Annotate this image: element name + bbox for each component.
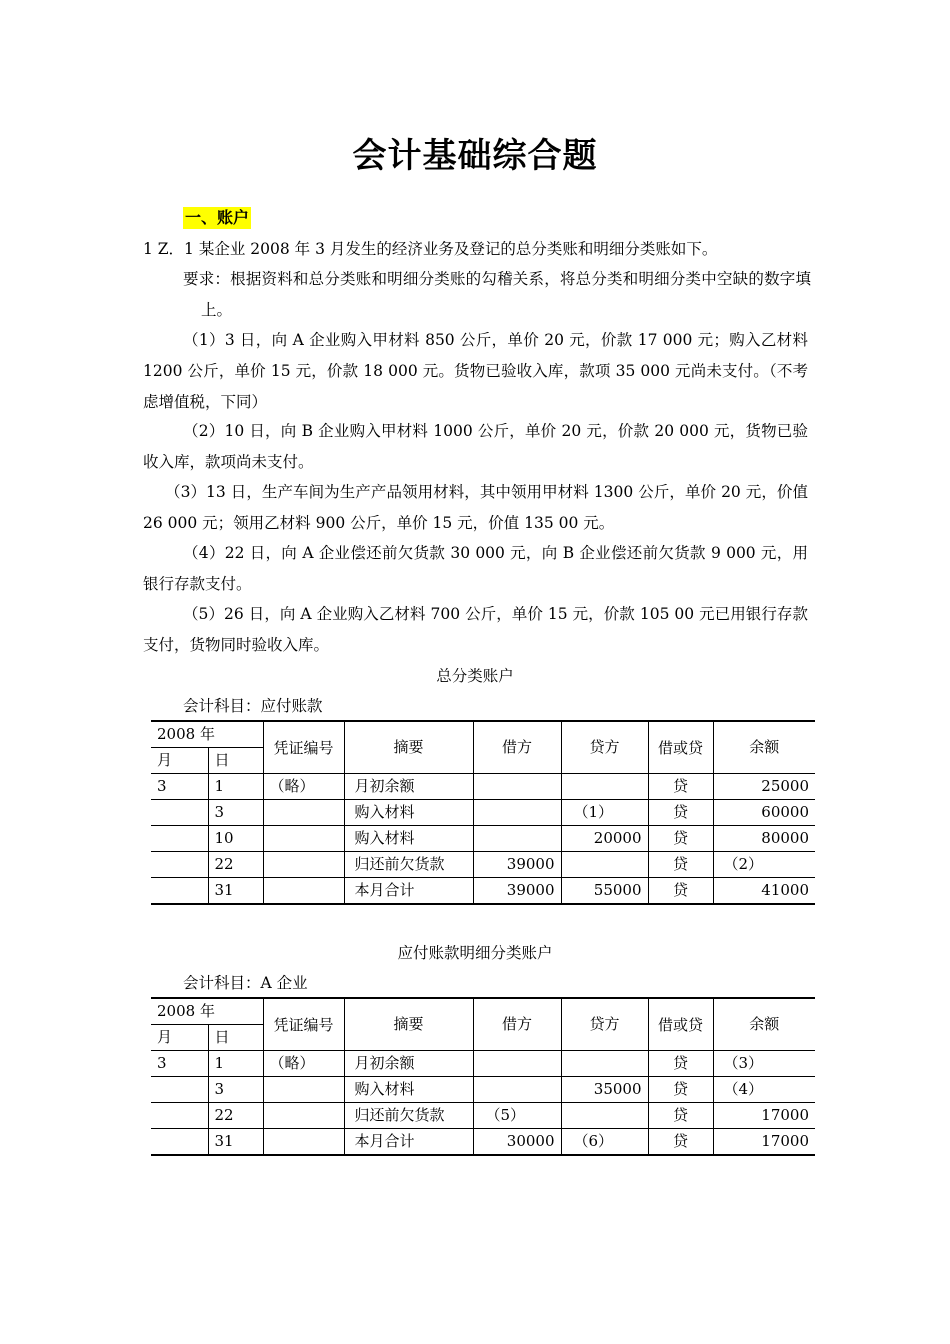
cell-debit: [473, 800, 561, 826]
cell-balance: 25000: [713, 774, 815, 800]
table-row: [151, 826, 815, 852]
header-year: 2008 年: [151, 721, 263, 748]
header-credit: 贷方: [561, 721, 648, 774]
header-dc: 借或贷: [648, 998, 713, 1051]
header-month: 月: [151, 1025, 208, 1051]
requirement-text: 要求：根据资料和总分类账和明细分类账的勾稽关系，将总分类和明细分类中空缺的数字填上。: [183, 270, 811, 319]
header-month: 月: [151, 748, 208, 774]
cell-dc: 贷: [648, 800, 713, 826]
ledger1-caption: 总分类账户: [436, 667, 514, 685]
ledger2-subject: 会计科目：A 企业: [183, 974, 308, 992]
cell-dc: 贷: [648, 1103, 713, 1129]
cell-voucher: [263, 826, 344, 852]
header-year: 2008 年: [151, 998, 263, 1025]
cell-summary: 归还前欠货款: [344, 1103, 473, 1129]
header-credit: 贷方: [561, 998, 648, 1051]
cell-day: 3: [208, 800, 263, 826]
cell-dc: 贷: [648, 878, 713, 905]
cell-debit: 39000: [473, 852, 561, 878]
cell-day: 1: [208, 774, 263, 800]
cell-month: [151, 1077, 208, 1103]
header-balance: 余额: [713, 998, 815, 1051]
cell-dc: 贷: [648, 774, 713, 800]
cell-debit: 30000: [473, 1129, 561, 1156]
table-row: [151, 774, 815, 800]
cell-dc: 贷: [648, 1129, 713, 1156]
cell-summary: 购入材料: [344, 826, 473, 852]
header-debit: 借方: [473, 998, 561, 1051]
cell-summary: 本月合计: [344, 1129, 473, 1156]
cell-day: 31: [208, 1129, 263, 1156]
cell-credit: （1）: [561, 800, 648, 826]
table-row: [151, 1051, 815, 1077]
header-voucher: 凭证编号: [263, 721, 344, 774]
cell-voucher: [263, 878, 344, 905]
cell-day: 22: [208, 852, 263, 878]
cell-day: 10: [208, 826, 263, 852]
table-row: [151, 1129, 815, 1156]
table-row: [151, 878, 815, 905]
cell-dc: 贷: [648, 1077, 713, 1103]
header-day: 日: [208, 1025, 263, 1051]
cell-credit: 55000: [561, 878, 648, 905]
header-summary: 摘要: [344, 721, 473, 774]
cell-month: [151, 1129, 208, 1156]
cell-credit: [561, 1051, 648, 1077]
cell-month: [151, 1103, 208, 1129]
header-dc: 借或贷: [648, 721, 713, 774]
cell-dc: 贷: [648, 1051, 713, 1077]
cell-day: 31: [208, 878, 263, 905]
cell-credit: [561, 852, 648, 878]
cell-debit: [473, 1077, 561, 1103]
cell-month: [151, 800, 208, 826]
question-requirement: [183, 264, 811, 326]
table-row: [151, 1103, 815, 1129]
item-5: （5）26 日，向 A 企业购入乙材料 700 公斤，单价 15 元，价款 105 00 元已用银行存款支付，货物同时验收入库。: [143, 605, 808, 654]
cell-credit: 20000: [561, 826, 648, 852]
cell-summary: 月初余额: [344, 774, 473, 800]
cell-summary: 归还前欠货款: [344, 852, 473, 878]
cell-balance: （2）: [713, 852, 815, 878]
cell-balance: 17000: [713, 1103, 815, 1129]
header-day: 日: [208, 748, 263, 774]
cell-voucher: （略）: [263, 1051, 344, 1077]
header-balance: 余额: [713, 721, 815, 774]
cell-balance: （3）: [713, 1051, 815, 1077]
cell-month: 3: [151, 774, 208, 800]
section-heading: 一、账户: [185, 208, 250, 227]
cell-month: [151, 826, 208, 852]
cell-summary: 购入材料: [344, 1077, 473, 1103]
item-1: （1）3 日，向 A 企业购入甲材料 850 公斤，单价 20 元，价款 17 000 元；购入乙材料 1200 公斤，单价 15 元，价款 18 000 元。货物已验收入库，款项 35 000 元尚未支付。（不考虑增值税，下同）: [143, 331, 808, 411]
detail-ledger-table: [151, 997, 815, 1156]
cell-balance: 17000: [713, 1129, 815, 1156]
cell-voucher: [263, 1129, 344, 1156]
ledger1-subject: 会计科目：应付账款: [183, 697, 323, 715]
item-2: （2）10 日，向 B 企业购入甲材料 1000 公斤，单价 20 元，价款 20 000 元，货物已验收入库，款项尚未支付。: [143, 422, 808, 471]
header-debit: 借方: [473, 721, 561, 774]
cell-voucher: （略）: [263, 774, 344, 800]
cell-day: 1: [208, 1051, 263, 1077]
question-intro: 1 Z．1 某企业 2008 年 3 月发生的经济业务及登记的总分类账和明细分类账如下。: [143, 240, 718, 258]
page-title: 会计基础综合题: [352, 136, 598, 176]
item-3: （3）13 日，生产车间为生产产品领用材料，其中领用甲材料 1300 公斤，单价 20 元，价值 26 000 元；领用乙材料 900 公斤，单价 15 元，价值 135 00 元。: [143, 483, 808, 532]
cell-voucher: [263, 1103, 344, 1129]
header-voucher: 凭证编号: [263, 998, 344, 1051]
cell-month: [151, 852, 208, 878]
cell-voucher: [263, 800, 344, 826]
item-4: （4）22 日，向 A 企业偿还前欠货款 30 000 元，向 B 企业偿还前欠货款 9 000 元，用银行存款支付。: [143, 544, 808, 593]
cell-debit: （5）: [473, 1103, 561, 1129]
cell-voucher: [263, 852, 344, 878]
cell-credit: （6）: [561, 1129, 648, 1156]
cell-month: [151, 878, 208, 905]
cell-debit: [473, 774, 561, 800]
cell-balance: （4）: [713, 1077, 815, 1103]
table-row: [151, 1077, 815, 1103]
cell-voucher: [263, 1077, 344, 1103]
cell-balance: 80000: [713, 826, 815, 852]
cell-balance: 60000: [713, 800, 815, 826]
cell-balance: 41000: [713, 878, 815, 905]
cell-day: 3: [208, 1077, 263, 1103]
cell-credit: [561, 1103, 648, 1129]
ledger2-caption: 应付账款明细分类账户: [397, 944, 553, 962]
cell-summary: 月初余额: [344, 1051, 473, 1077]
table-row: [151, 800, 815, 826]
cell-debit: [473, 826, 561, 852]
cell-credit: [561, 774, 648, 800]
cell-summary: 购入材料: [344, 800, 473, 826]
cell-month: 3: [151, 1051, 208, 1077]
cell-dc: 贷: [648, 852, 713, 878]
general-ledger-table: [151, 720, 815, 905]
cell-day: 22: [208, 1103, 263, 1129]
cell-summary: 本月合计: [344, 878, 473, 905]
cell-credit: 35000: [561, 1077, 648, 1103]
header-summary: 摘要: [344, 998, 473, 1051]
cell-debit: [473, 1051, 561, 1077]
table-row: [151, 852, 815, 878]
cell-dc: 贷: [648, 826, 713, 852]
cell-debit: 39000: [473, 878, 561, 905]
